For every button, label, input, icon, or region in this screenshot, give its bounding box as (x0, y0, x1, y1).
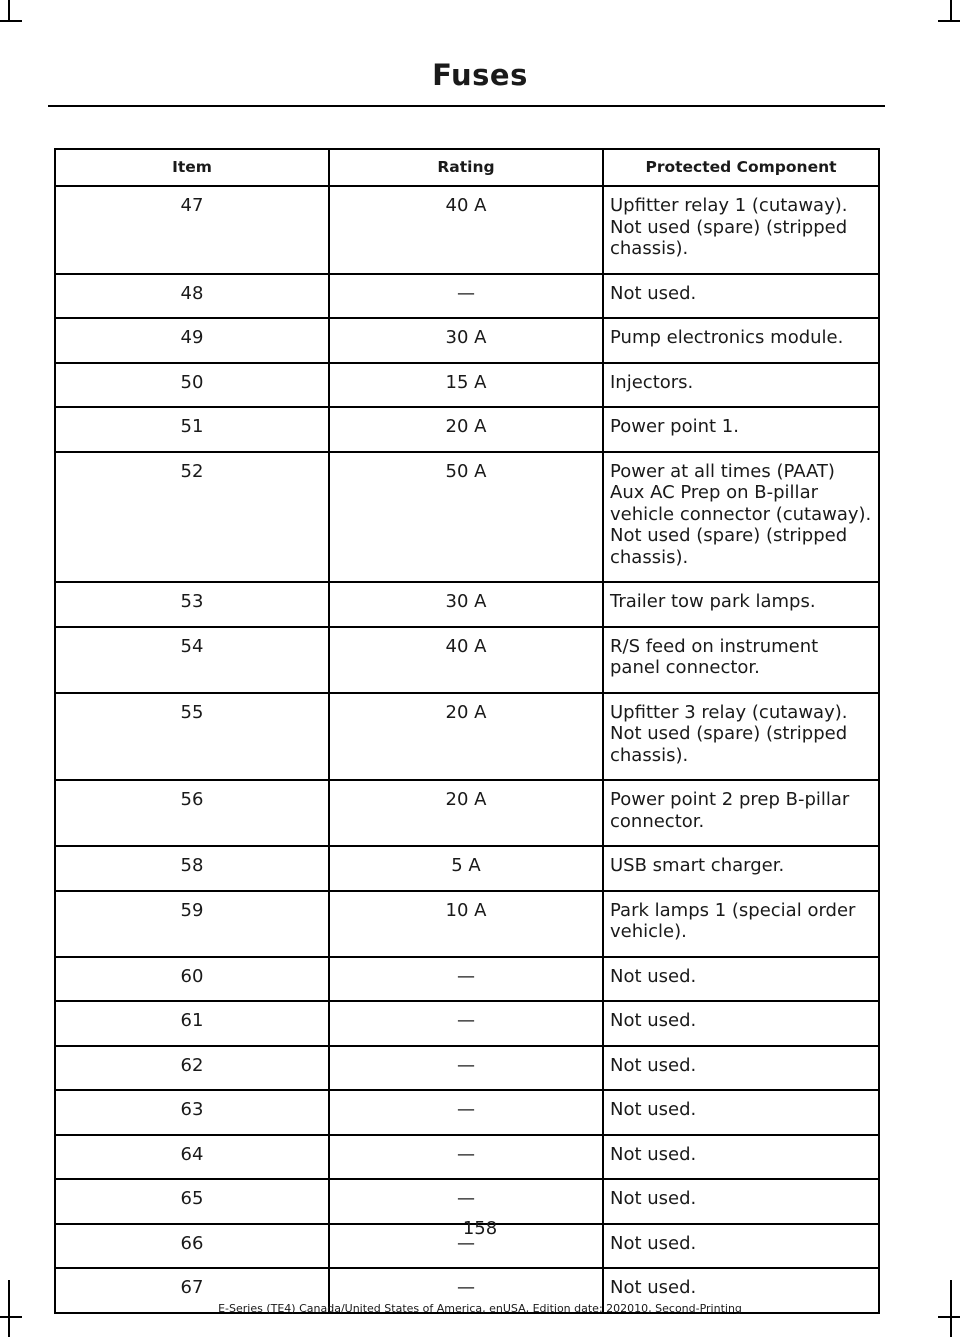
table-row (55, 1179, 879, 1224)
cell-protected-component: Not used. (603, 957, 879, 1002)
table-row (55, 1001, 879, 1046)
cell-rating: 40 A (329, 186, 603, 274)
cell-rating: 20 A (329, 780, 603, 846)
page-title: Fuses (432, 58, 528, 92)
cell-item: 58 (55, 846, 329, 891)
cell-rating: — (329, 1046, 603, 1091)
table-row (55, 186, 879, 274)
cell-rating: 50 A (329, 452, 603, 583)
cell-protected-component: Power point 1. (603, 407, 879, 452)
table-row (55, 1046, 879, 1091)
edition-footer: E-Series (TE4) Canada/United States of America, enUSA, Edition date: 202010, Second-Printing (218, 1302, 742, 1315)
column-header-rating: Rating (329, 149, 603, 186)
cell-item: 62 (55, 1046, 329, 1091)
cell-protected-component: Not used. (603, 274, 879, 319)
cell-item: 47 (55, 186, 329, 274)
cell-protected-component: Upfitter 3 relay (cutaway). Not used (spare) (stripped chassis). (603, 693, 879, 781)
fuse-table-body (55, 186, 879, 1313)
cell-rating: — (329, 1090, 603, 1135)
cell-item: 48 (55, 274, 329, 319)
cell-protected-component: Park lamps 1 (special order vehicle). (603, 891, 879, 957)
cell-protected-component: Not used. (603, 1179, 879, 1224)
cell-item: 54 (55, 627, 329, 693)
cell-item: 50 (55, 363, 329, 408)
column-header-item: Item (55, 149, 329, 186)
crop-mark-bottom-right (938, 1316, 960, 1318)
title-divider (48, 105, 885, 107)
crop-mark-top-left (8, 0, 10, 22)
table-header-row (55, 149, 879, 186)
table-row (55, 274, 879, 319)
cell-protected-component: Injectors. (603, 363, 879, 408)
cell-rating: 15 A (329, 363, 603, 408)
cell-protected-component: R/S feed on instrument panel connector. (603, 627, 879, 693)
cell-rating: — (329, 957, 603, 1002)
cell-item: 66 (55, 1224, 329, 1269)
table-row (55, 1135, 879, 1180)
table-row (55, 363, 879, 408)
cell-item: 52 (55, 452, 329, 583)
crop-mark-top-right (950, 0, 952, 22)
table-row (55, 582, 879, 627)
cell-rating: 5 A (329, 846, 603, 891)
table-row (55, 407, 879, 452)
table-row (55, 452, 879, 583)
page-number: 158 (462, 1218, 498, 1239)
cell-item: 56 (55, 780, 329, 846)
cell-protected-component: USB smart charger. (603, 846, 879, 891)
cell-item: 55 (55, 693, 329, 781)
cell-rating: — (329, 1135, 603, 1180)
cell-protected-component: Not used. (603, 1090, 879, 1135)
cell-rating: 30 A (329, 318, 603, 363)
cell-item: 61 (55, 1001, 329, 1046)
cell-rating: 30 A (329, 582, 603, 627)
cell-item: 51 (55, 407, 329, 452)
cell-rating: 20 A (329, 407, 603, 452)
cell-protected-component: Power at all times (PAAT) Aux AC Prep on B-pillar vehicle connector (cutaway). Not used (spare) (stripped chassis). (603, 452, 879, 583)
cell-item: 65 (55, 1179, 329, 1224)
cell-protected-component: Power point 2 prep B-pillar connector. (603, 780, 879, 846)
cell-protected-component: Not used. (603, 1046, 879, 1091)
table-row (55, 318, 879, 363)
cell-rating: 20 A (329, 693, 603, 781)
crop-mark-bottom-left (0, 1316, 22, 1318)
table-row (55, 780, 879, 846)
fuse-table (54, 148, 880, 1314)
table-row (55, 891, 879, 957)
cell-rating: — (329, 274, 603, 319)
cell-item: 49 (55, 318, 329, 363)
cell-protected-component: Not used. (603, 1268, 879, 1313)
cell-rating: 10 A (329, 891, 603, 957)
cell-protected-component: Trailer tow park lamps. (603, 582, 879, 627)
table-row (55, 1090, 879, 1135)
cell-protected-component: Not used. (603, 1001, 879, 1046)
cell-rating: 40 A (329, 627, 603, 693)
table-row (55, 693, 879, 781)
cell-item: 60 (55, 957, 329, 1002)
table-row (55, 627, 879, 693)
crop-mark-top-left (0, 20, 22, 22)
cell-rating: — (329, 1179, 603, 1224)
cell-rating: — (329, 1224, 603, 1269)
cell-item: 53 (55, 582, 329, 627)
cell-rating: — (329, 1001, 603, 1046)
cell-protected-component: Not used. (603, 1224, 879, 1269)
table-row (55, 957, 879, 1002)
cell-protected-component: Pump electronics module. (603, 318, 879, 363)
cell-item: 67 (55, 1268, 329, 1313)
cell-item: 59 (55, 891, 329, 957)
crop-mark-top-right (938, 20, 960, 22)
cell-protected-component: Upfitter relay 1 (cutaway). Not used (spare) (stripped chassis). (603, 186, 879, 274)
cell-rating: — (329, 1268, 603, 1313)
table-row (55, 846, 879, 891)
cell-protected-component: Not used. (603, 1135, 879, 1180)
column-header-protected-component: Protected Component (603, 149, 879, 186)
cell-item: 64 (55, 1135, 329, 1180)
cell-item: 63 (55, 1090, 329, 1135)
